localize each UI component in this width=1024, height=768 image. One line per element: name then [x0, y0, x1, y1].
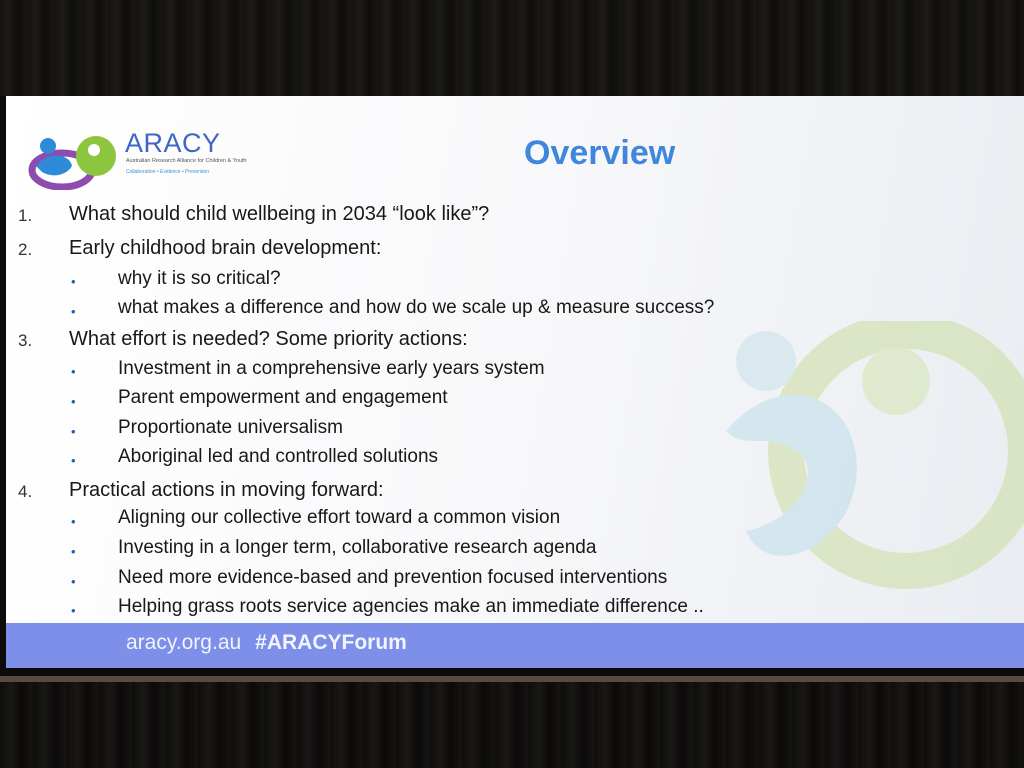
bullet-icon: •: [71, 274, 76, 289]
aracy-watermark-icon: [706, 321, 1024, 621]
sub-list-item: why it is so critical?: [118, 268, 281, 289]
curtain-top: [0, 0, 1024, 96]
item-number: 2.: [18, 240, 33, 259]
footer-text: [126, 631, 407, 655]
aracy-logo-icon: [28, 132, 118, 190]
bullet-icon: •: [71, 544, 76, 559]
item-number: 4.: [18, 482, 33, 501]
slide-title: Overview: [524, 134, 676, 172]
sub-list-item: Investment in a comprehensive early years system: [118, 358, 545, 379]
bullet-icon: •: [71, 424, 76, 439]
sub-list-item: Helping grass roots service agencies make an immediate difference ..: [118, 596, 704, 617]
sub-list-item: Aligning our collective effort toward a common vision: [118, 507, 561, 528]
bullet-icon: •: [71, 574, 76, 589]
bullet-icon: •: [71, 453, 76, 468]
list-item: What effort is needed? Some priority actions:: [69, 328, 468, 350]
list-item: Early childhood brain development:: [69, 237, 382, 259]
logo-tagline: Australian Research Alliance for Children & Youth: [126, 158, 247, 164]
logo-name: ARACY: [125, 128, 221, 158]
bullet-icon: •: [71, 514, 76, 529]
list-item: Practical actions in moving forward:: [69, 479, 384, 501]
list-item: What should child wellbeing in 2034 “look like”?: [69, 203, 490, 225]
sub-list-item: Parent empowerment and engagement: [118, 387, 448, 408]
sub-list-item: what makes a difference and how do we scale up & measure success?: [118, 297, 715, 318]
curtain-bottom: [0, 682, 1024, 768]
bullet-icon: •: [71, 364, 76, 379]
sub-list-item: Aboriginal led and controlled solutions: [118, 446, 439, 467]
item-number: 1.: [18, 206, 33, 225]
footer-hashtag: #ARACYForum: [255, 631, 407, 654]
footer-url: aracy.org.au: [126, 631, 242, 654]
sub-list-item: Proportionate universalism: [118, 417, 343, 438]
logo-subtagline: Collaboration • Evidence • Prevention: [126, 169, 209, 175]
sub-list-item: Investing in a longer term, collaborative research agenda: [118, 537, 597, 558]
sub-list-item: Need more evidence-based and prevention focused interventions: [118, 567, 668, 588]
bullet-icon: •: [71, 304, 76, 319]
presentation-slide: [6, 96, 1024, 668]
bullet-icon: •: [71, 394, 76, 409]
footer-band: [6, 623, 1024, 668]
bullet-icon: •: [71, 603, 76, 618]
item-number: 3.: [18, 331, 33, 350]
